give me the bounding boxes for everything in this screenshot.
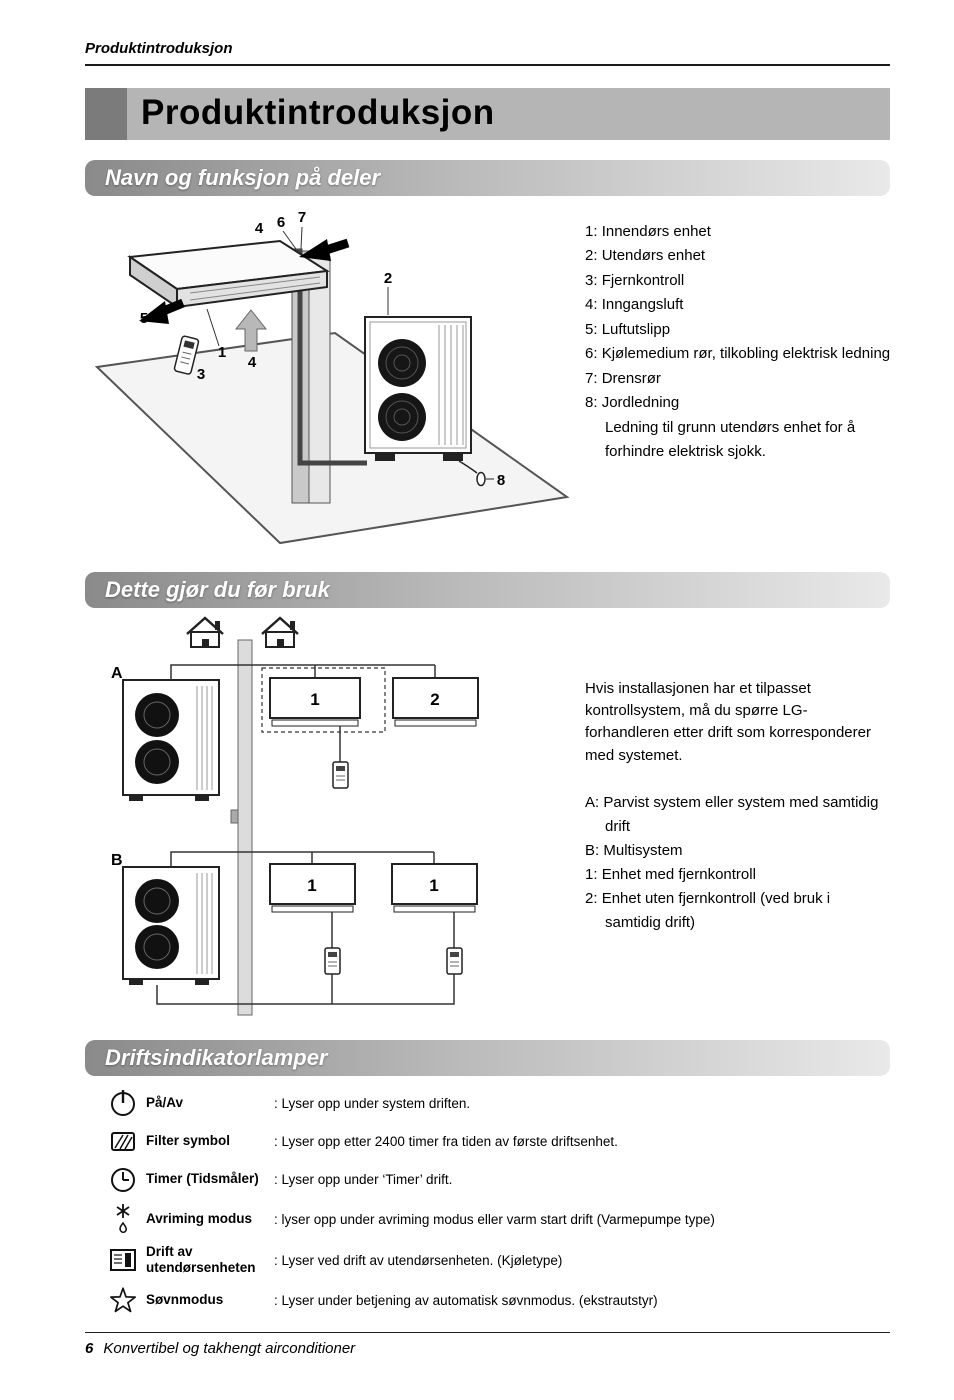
- header-divider: [85, 64, 890, 66]
- outdoor-unit: [365, 317, 471, 461]
- filter-icon: [100, 1126, 146, 1156]
- legend-item: 2: Utendørs enhet: [585, 247, 706, 265]
- floor: [97, 333, 567, 543]
- diagram-label-3: 3: [196, 366, 206, 383]
- a-unit1-label: 1: [310, 690, 320, 709]
- indicator-row: Søvnmodus : Lyser under betjening av automatisk søvnmodus. (ekstrautstyr): [100, 1284, 895, 1316]
- page-title-banner: [85, 88, 890, 140]
- footer-divider: [85, 1332, 890, 1333]
- system-a-outdoor-unit: [123, 680, 219, 801]
- indicator-row: Timer (Tidsmåler) : Lyser opp under ‘Timer’ drift.: [100, 1164, 895, 1194]
- system-a-label: A: [111, 665, 123, 682]
- b-unit2-label: 1: [429, 876, 439, 895]
- footer-text: Konvertibel og takhengt airconditioner: [103, 1340, 356, 1357]
- diagram-label-4: 4: [254, 220, 264, 237]
- before-use-paragraph: Hvis installasjonen har et tilpasset kontrollsystem, må du spørre LG-forhandleren etter drift som korresponderer med systemet.: [585, 680, 871, 764]
- legend-item: 7: Drensrør: [585, 369, 661, 387]
- sleep-icon: [100, 1284, 146, 1316]
- defrost-icon: [100, 1202, 146, 1236]
- indicator-row: Avriming modus : lyser opp under avriming modus eller varm start drift (Varmepumpe type): [100, 1202, 895, 1236]
- before-use-text: [585, 678, 885, 935]
- leader-line: [301, 227, 302, 249]
- indicator-row: Filter symbol : Lyser opp etter 2400 timer fra tiden av første driftsenhet.: [100, 1126, 895, 1156]
- legend-item: 4: Inngangsluft: [585, 296, 684, 314]
- legend-item-sub: Ledning til grunn utendørs enhet for å forhindre elektrisk sjokk.: [605, 418, 856, 460]
- b-unit1-label: 1: [307, 876, 317, 895]
- diagram-label-2: 2: [383, 270, 393, 287]
- wall-connector: [231, 810, 238, 823]
- legend-item: 2: Enhet uten fjernkontroll (ved bruk i samtidig drift): [585, 889, 831, 931]
- remote-control: [447, 948, 462, 974]
- diagram-label-7: 7: [297, 209, 307, 226]
- diagram-label-8: 8: [496, 472, 506, 489]
- parts-diagram: [95, 205, 570, 550]
- remote-control: [325, 948, 340, 974]
- page-title: Produktintroduksjon: [141, 93, 495, 133]
- legend-item: 1: Innendørs enhet: [585, 223, 711, 240]
- diagram-label-1: 1: [217, 344, 227, 361]
- leader-line: [207, 309, 219, 346]
- system-b-label: B: [111, 852, 123, 869]
- legend-item: 1: Enhet med fjernkontroll: [585, 865, 756, 883]
- a-unit2-label: 2: [430, 690, 440, 709]
- system-b-outdoor-unit: [123, 867, 219, 985]
- section-heading-before-use-label: Dette gjør du før bruk: [105, 577, 330, 602]
- house-icon: [187, 618, 223, 647]
- parts-legend: [585, 220, 895, 464]
- legend-item: B: Multisystem: [585, 841, 683, 859]
- legend-item: 8: Jordledning: [585, 394, 680, 412]
- page-number: 6: [85, 1340, 94, 1357]
- section-heading-parts: [85, 160, 890, 196]
- legend-item: 6: Kjølemedium rør, tilkobling elektrisk ledning: [585, 345, 891, 363]
- diagram-label-6: 6: [276, 214, 286, 231]
- diagram-label-5: 5: [139, 310, 149, 327]
- legend-item: A: Parvist system eller system med samtidig drift: [585, 793, 879, 835]
- before-use-legend: [585, 791, 885, 935]
- house-icon: [262, 618, 298, 647]
- running-header: Produktintroduksjon: [85, 40, 233, 57]
- power-icon: [100, 1088, 146, 1118]
- legend-item: 5: Luftutslipp: [585, 320, 671, 338]
- outdoor-unit-icon: [100, 1245, 146, 1275]
- section-heading-indicators: [85, 1040, 890, 1076]
- timer-icon: [100, 1164, 146, 1194]
- inlet-arrow-icon: [299, 239, 348, 261]
- indicator-table: [100, 1088, 895, 1324]
- wall-panel: [309, 257, 330, 503]
- title-accent-square: [85, 88, 127, 140]
- systems-diagram: [95, 612, 505, 1022]
- section-heading-indicators-label: Driftsindikatorlamper: [105, 1045, 328, 1070]
- indicator-row: På/Av : Lyser opp under system driften.: [100, 1088, 895, 1118]
- diagram-label-4b: 4: [247, 354, 257, 371]
- indicator-row: Drift av utendørsenheten : Lyser ved drift av utendørsenheten. (Kjøletype): [100, 1244, 895, 1276]
- section-heading-parts-label: Navn og funksjon på deler: [105, 165, 381, 190]
- wall: [238, 640, 252, 1015]
- page-footer: [85, 1340, 355, 1357]
- remote-control: [333, 762, 348, 788]
- section-heading-before-use: [85, 572, 890, 608]
- legend-item: 3: Fjernkontroll: [585, 271, 685, 289]
